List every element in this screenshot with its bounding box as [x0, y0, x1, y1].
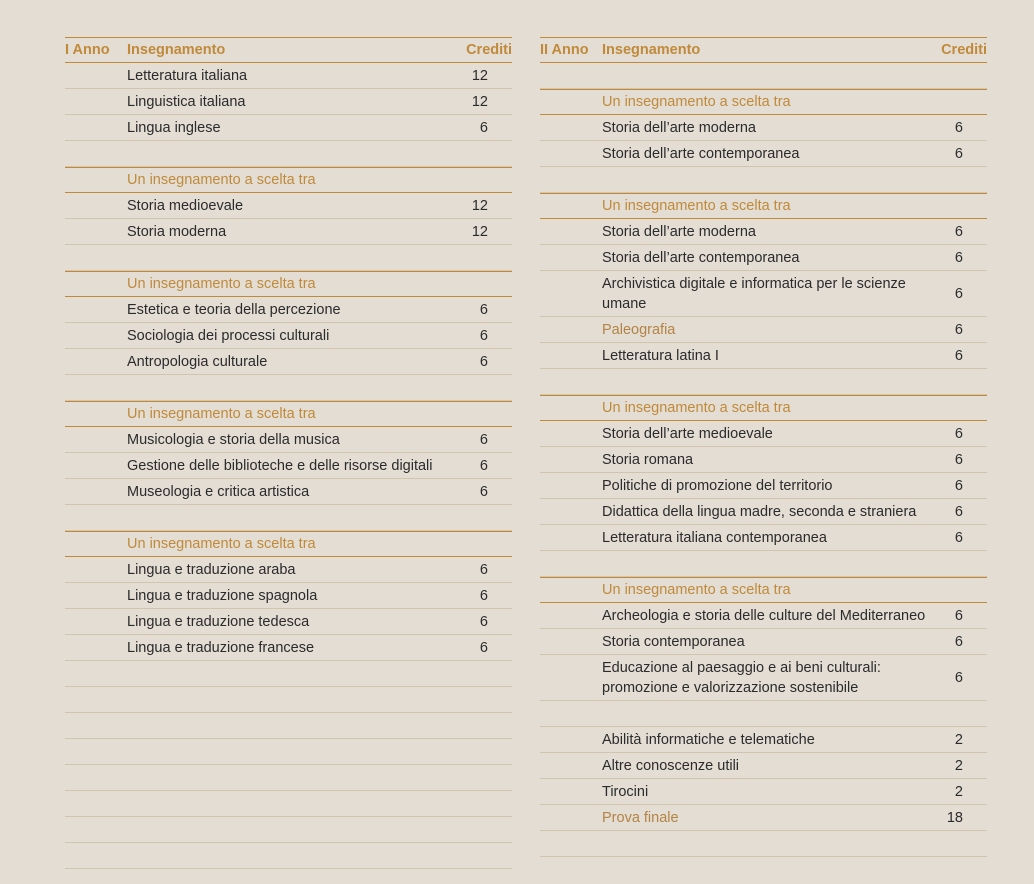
course-row [65, 635, 512, 661]
course-name: Letteratura latina I [602, 347, 719, 364]
blank-row [65, 245, 512, 271]
course-column-header: Insegnamento [602, 42, 701, 58]
course-row [540, 779, 987, 805]
group-label: Un insegnamento a scelta tra [602, 400, 791, 416]
credits-value: 6 [954, 249, 963, 266]
blank-row [540, 369, 987, 395]
group-label: Un insegnamento a scelta tra [127, 276, 316, 292]
course-name: Sociologia dei processi culturali [127, 327, 330, 344]
course-row [540, 421, 987, 447]
course-row [540, 727, 987, 753]
year-label: II Anno [540, 42, 589, 58]
blank-row [65, 687, 512, 713]
course-row [540, 115, 987, 141]
credits-value: 6 [954, 425, 963, 442]
credits-value: 6 [954, 451, 963, 468]
credits-value: 6 [479, 327, 488, 344]
table-header [65, 37, 512, 63]
credits-column-header: Crediti [941, 42, 987, 58]
course-name: Storia medioevale [127, 197, 244, 214]
course-row [540, 473, 987, 499]
table-body [540, 63, 987, 857]
course-row [65, 63, 512, 89]
group-label: Un insegnamento a scelta tra [127, 536, 316, 552]
credits-value: 18 [946, 809, 963, 826]
course-row [540, 141, 987, 167]
credits-value: 6 [954, 347, 963, 364]
course-name: Lingua e traduzione tedesca [127, 613, 310, 630]
course-row [540, 499, 987, 525]
course-name: Storia dell’arte medioevale [602, 425, 773, 442]
course-row [540, 343, 987, 369]
course-column-header: Insegnamento [127, 42, 226, 58]
table-body [65, 63, 512, 869]
credits-value: 6 [479, 431, 488, 448]
credits-value: 6 [954, 285, 963, 302]
course-name: Politiche di promozione del territorio [602, 477, 833, 494]
course-row [540, 603, 987, 629]
choice-group-heading [540, 395, 987, 421]
course-name: Storia romana [602, 451, 694, 468]
credits-value: 6 [479, 613, 488, 630]
course-row [65, 427, 512, 453]
blank-row [540, 701, 987, 727]
choice-group-heading [65, 531, 512, 557]
course-row [540, 629, 987, 655]
credits-column-header: Crediti [466, 42, 512, 58]
group-label: Un insegnamento a scelta tra [127, 172, 316, 188]
blank-row [65, 843, 512, 869]
course-row [65, 219, 512, 245]
choice-group-heading [65, 167, 512, 193]
course-name: Musicologia e storia della musica [127, 431, 340, 448]
blank-row [65, 141, 512, 167]
course-name: Storia moderna [127, 223, 227, 240]
course-row [540, 271, 987, 317]
credits-value: 6 [954, 119, 963, 136]
choice-group-heading [65, 271, 512, 297]
first-year-table [65, 37, 512, 869]
credits-value: 12 [471, 93, 488, 110]
group-label: Un insegnamento a scelta tra [127, 406, 316, 422]
course-name: Abilità informatiche e telematiche [602, 731, 815, 748]
credits-value: 6 [479, 353, 488, 370]
blank-row [65, 765, 512, 791]
course-row [65, 479, 512, 505]
course-name: Storia dell’arte moderna [602, 119, 756, 136]
course-row [540, 655, 987, 701]
choice-group-heading [65, 401, 512, 427]
blank-row [540, 551, 987, 577]
course-name: Archeologia e storia delle culture del Mediterraneo [602, 607, 926, 624]
course-name: Estetica e teoria della percezione [127, 301, 341, 318]
course-name: Archivistica digitale e informatica per le scienze umane [602, 275, 906, 312]
blank-row [65, 661, 512, 687]
credits-value: 6 [954, 145, 963, 162]
course-name: Altre conoscenze utili [602, 757, 740, 774]
credits-value: 6 [954, 477, 963, 494]
course-name: Lingua inglese [127, 119, 221, 136]
credits-value: 6 [479, 483, 488, 500]
credits-value: 6 [954, 503, 963, 520]
blank-row [540, 831, 987, 857]
course-row [65, 89, 512, 115]
course-row [65, 193, 512, 219]
credits-value: 6 [479, 457, 488, 474]
course-row [65, 557, 512, 583]
course-row [540, 805, 987, 831]
course-row [540, 219, 987, 245]
credits-value: 12 [471, 197, 488, 214]
course-name: Lingua e traduzione araba [127, 561, 296, 578]
course-name: Storia dell’arte contemporanea [602, 145, 800, 162]
course-name: Storia dell’arte moderna [602, 223, 756, 240]
course-row [540, 245, 987, 271]
course-name: Tirocini [602, 783, 649, 800]
credits-value: 6 [954, 669, 963, 686]
course-name: Letteratura italiana [127, 67, 248, 84]
course-name: Lingua e traduzione spagnola [127, 587, 318, 604]
course-row [65, 349, 512, 375]
course-name: Storia contemporanea [602, 633, 745, 650]
course-row [540, 753, 987, 779]
course-name: Didattica della lingua madre, seconda e straniera [602, 503, 917, 520]
credits-value: 6 [954, 223, 963, 240]
course-row [65, 115, 512, 141]
blank-row [65, 791, 512, 817]
credits-value: 2 [954, 757, 963, 774]
credits-value: 6 [479, 639, 488, 656]
credits-value: 6 [479, 119, 488, 136]
credits-value: 6 [479, 301, 488, 318]
credits-value: 6 [479, 561, 488, 578]
course-row [540, 317, 987, 343]
credits-value: 6 [954, 607, 963, 624]
credits-value: 2 [954, 731, 963, 748]
course-name: Linguistica italiana [127, 93, 246, 110]
credits-value: 6 [954, 633, 963, 650]
group-label: Un insegnamento a scelta tra [602, 94, 791, 110]
course-name: Educazione al paesaggio e ai beni culturali: promozione e valorizzazione sostenibile [602, 659, 881, 696]
credits-value: 6 [954, 529, 963, 546]
course-name: Prova finale [602, 809, 679, 826]
course-row [65, 583, 512, 609]
blank-row [65, 375, 512, 401]
credits-value: 6 [954, 321, 963, 338]
blank-row [65, 505, 512, 531]
choice-group-heading [540, 577, 987, 603]
group-label: Un insegnamento a scelta tra [602, 198, 791, 214]
course-row [540, 447, 987, 473]
choice-group-heading [540, 193, 987, 219]
credits-value: 12 [471, 223, 488, 240]
table-header [540, 37, 987, 63]
year-label: I Anno [65, 42, 110, 58]
course-name: Lingua e traduzione francese [127, 639, 315, 656]
choice-group-heading [540, 89, 987, 115]
group-label: Un insegnamento a scelta tra [602, 582, 791, 598]
course-row [540, 525, 987, 551]
blank-row [540, 167, 987, 193]
blank-row [65, 739, 512, 765]
course-row [65, 297, 512, 323]
course-name: Antropologia culturale [127, 353, 268, 370]
second-year-table [540, 37, 987, 857]
credits-value: 6 [479, 587, 488, 604]
course-row [65, 609, 512, 635]
credits-value: 12 [471, 67, 488, 84]
course-row [65, 323, 512, 349]
course-name: Letteratura italiana contemporanea [602, 529, 827, 546]
blank-row [540, 63, 987, 89]
blank-row [65, 713, 512, 739]
course-name: Museologia e critica artistica [127, 483, 310, 500]
credits-value: 2 [954, 783, 963, 800]
course-row [65, 453, 512, 479]
blank-row [65, 817, 512, 843]
course-name: Storia dell’arte contemporanea [602, 249, 800, 266]
course-name: Paleografia [602, 321, 676, 338]
course-name: Gestione delle biblioteche e delle risorse digitali [127, 457, 433, 474]
